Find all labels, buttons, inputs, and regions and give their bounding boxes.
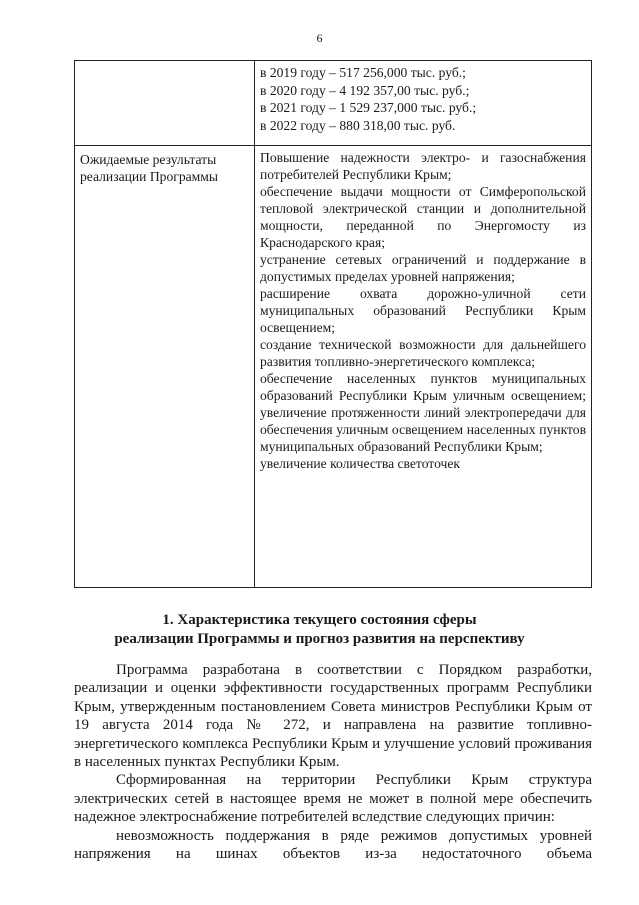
result-item: расширение охвата дорожно-уличной сети муниципальных образований Республики Крым освещением; [260, 286, 586, 335]
results-label-cell [75, 146, 255, 588]
result-item: увеличение количества светоточек [260, 456, 460, 471]
funding-line-2019: в 2019 году – 517 256,000 тыс. руб.; [260, 65, 466, 80]
section-heading [0, 611, 639, 649]
page-number: 6 [316, 31, 323, 45]
section-body [74, 661, 592, 863]
result-item: обеспечение населенных пунктов муниципальных образований Республики Крым уличным освещением; увеличение протяженности линий электропередачи для обеспечения уличным освещением населенных пунктов муниципальных образований Республики Крым; [260, 371, 586, 454]
table-row-results [75, 146, 592, 588]
section-heading-line-2: реализации Программы и прогноз развития на перспективу [114, 631, 525, 647]
passport-table [74, 60, 592, 588]
result-item: создание технической возможности для дальнейшего развития топливно-энергетического комплекса; [260, 337, 586, 369]
funding-line-2021: в 2021 году – 1 529 237,000 тыс. руб.; [260, 100, 477, 115]
section-heading-line-1: 1. Характеристика текущего состояния сферы [162, 612, 477, 628]
result-item: Повышение надежности электро- и газоснабжения потребителей Республики Крым; [260, 150, 586, 182]
results-label: Ожидаемые результаты реализации Программы [80, 152, 218, 184]
results-value-cell [255, 146, 592, 588]
result-item: устранение сетевых ограничений и поддержание в допустимых пределах уровней напряжения; [260, 252, 586, 284]
funding-line-2020: в 2020 году – 4 192 357,00 тыс. руб.; [260, 82, 470, 98]
body-paragraph: Сформированная на территории Республики Крым структура электрических сетей в настоящее время не может в полной мере обеспечить надежное электроснабжение потребителей вследствие следующих причин: [74, 772, 592, 826]
body-paragraph: Программа разработана в соответствии с Порядком разработки, реализации и оценки эффективности государственных программ Республики Крым, утвержденным постановлением Совета министров Республики Крым от 19 августа 2014 года № 272, и направлена на развитие топливно-энергетического комплекса Республики Крым и улучшение условий проживания в населенных пунктах Республики Крым. [74, 662, 592, 771]
result-item: обеспечение выдачи мощности от Симферопольской тепловой электрической станции и дополнительной мощности, переданной по Энергомосту из Краснодарского края; [260, 184, 586, 250]
body-paragraph: невозможность поддержания в ряде режимов допустимых уровней напряжения на шинах объектов из-за недостаточного объема [74, 827, 592, 863]
table-row-funding [75, 61, 592, 146]
funding-line-2022: в 2022 году – 880 318,00 тыс. руб. [260, 117, 456, 133]
funding-label-cell [75, 61, 255, 146]
funding-value-cell [255, 61, 592, 146]
